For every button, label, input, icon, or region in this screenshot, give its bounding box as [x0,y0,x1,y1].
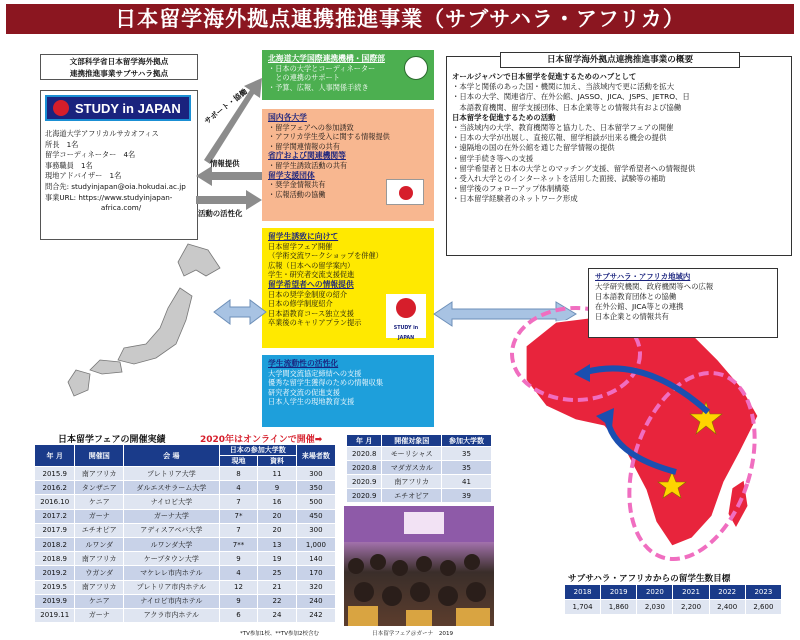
study-in-japan-logo [45,95,191,121]
fair-footnote: *TV参加1校、**TV参加2校含む [240,631,319,637]
domestic-partners-box [262,109,434,221]
table-cell: 11 [258,467,297,481]
table-cell: タンザニア [75,481,123,495]
table-row [35,523,336,537]
table-cell: 2017.2 [35,509,75,523]
photo-caption: 日本留学フェア＠ガーナ 2019 [372,631,454,637]
goal-year: 2023 [745,585,781,600]
office-details [45,129,197,214]
table-cell: 300 [296,523,335,537]
table-row [35,537,336,551]
fair-table-title: 日本留学フェアの開催実績 [58,435,166,445]
table-cell: ナイロビ大学 [123,495,219,509]
col-header: 日本の参加大学数 [219,445,296,456]
box-line: 日本語教育団体との協働 [595,292,677,301]
org-header-line: 文部科学省日本留学海外拠点 [69,57,169,66]
goal-table [564,584,782,615]
col-header: 会 場 [123,445,219,467]
overview-item: ・日本留学経験者のネットワーク形成 [452,194,578,204]
box-line: ・留学関連情報の共有 [268,141,340,151]
table-cell: モーリシャス [382,447,442,461]
box-line: 日本の修学制度紹介 [268,299,333,309]
table-cell: 2018.2 [35,537,75,551]
goal-title: サブサハラ・アフリカからの留学生数目標 [568,574,731,584]
table-cell: 2020.8 [347,461,382,475]
box-line: （学術交流ワークショップを併催） [268,251,383,261]
table-cell: 240 [296,594,335,608]
goal-year: 2018 [565,585,601,600]
logo-text: STUDY in JAPAN [75,100,181,116]
project-url[interactable]: 事業URL: https://www.studyinjapan- [45,192,173,202]
overview-item: ・留学希望者と日本の大学とのマッチング支援、留学希望者への情報提供 [452,163,696,173]
crowd-photo-icon [344,506,494,626]
box-line: ・留学生誘致活動の共有 [268,160,348,170]
table-row [35,495,336,509]
table-cell: 2019.11 [35,608,75,622]
box-line: 日本企業との情報共有 [595,312,669,321]
table-cell: 24 [258,608,297,622]
table-row [35,608,336,622]
page-title: 日本留学海外拠点連携推進事業（サブサハラ・アフリカ） [6,4,794,34]
table-cell: 南アフリカ [75,580,123,594]
table-cell: 21 [258,580,297,594]
table-cell: ダルエスサラーム大学 [123,481,219,495]
fair-photo [344,506,494,626]
box-line: 優秀な留学生獲得のための情報収集 [268,378,384,388]
japan-map [60,240,230,410]
table-cell: ケニア [75,594,123,608]
box-line: 研究者交流の促進支援 [268,387,340,397]
table-cell: 300 [296,467,335,481]
goal-year: 2020 [637,585,673,600]
recruitment-box [262,228,434,348]
box-line: 日本留学フェア開催 [268,241,333,251]
hokkaido-support-box [262,50,434,100]
office-line: 留学コーディネーター 4名 [45,150,136,160]
table-cell: ナイロビ市内ホテル [123,594,219,608]
office-line: 所長 1名 [45,139,79,149]
box-heading: 国内各大学 [268,113,307,122]
arrow-info [196,166,262,186]
table-row [35,566,336,580]
table-cell: ケニア [75,495,123,509]
goal-value: 2,030 [637,600,673,615]
overview-item: ・遠隔地の国の在外公館を通じた留学情報の提供 [452,143,615,153]
red-circle-icon [53,100,69,116]
overview-item: ・受入れ大学とのインターネットを活用した面接、試験等の補助 [452,174,666,184]
box-line: ・留学フェアへの参加誘致 [268,122,354,132]
box-heading: 学生流動性の活性化 [268,359,339,368]
online-fair-table [346,434,492,503]
table-cell: 2016.2 [35,481,75,495]
table-cell: 450 [296,509,335,523]
box-line: との連携のサポート [268,73,340,83]
overview-body [452,72,788,205]
box-heading: サブサハラ・アフリカ地域内 [595,272,691,281]
japan-flag-icon [386,179,424,205]
table-cell: 320 [296,580,335,594]
col-subheader: 現地 [219,456,258,467]
table-cell: 16 [258,495,297,509]
col-header: 開催対象国 [382,435,442,447]
goal-value: 1,860 [601,600,637,615]
goal-year: 2022 [709,585,745,600]
overview-item: ・当該域内の大学、教育機関等と協力した、日本留学フェアの開催 [452,123,674,133]
overview-item: ・日本の大学が出展し、直接広報、留学相談が出来る機会の提供 [452,133,667,143]
table-cell: 500 [296,495,335,509]
table-cell: マダガスカル [382,461,442,475]
table-cell: 2018.9 [35,552,75,566]
table-cell: 7 [219,523,258,537]
arrow-label-info: 情報提供 [210,159,240,168]
table-row [347,447,492,461]
col-header: 年 月 [35,445,75,467]
table-cell: 35 [442,461,492,475]
table-cell: ガーナ [75,509,123,523]
table-row [35,467,336,481]
table-cell: 4 [219,481,258,495]
table-cell: ケープタウン大学 [123,552,219,566]
col-header: 開催国 [75,445,123,467]
table-row [35,509,336,523]
office-info-box [40,90,198,240]
table-cell: アディスアベバ大学 [123,523,219,537]
table-cell: 9 [219,552,258,566]
table-cell: 12 [219,580,258,594]
box-line: 卒業後のキャリアプラン提示 [268,318,362,328]
office-line: 現地アドバイザー 1名 [45,171,122,181]
table-cell: 1,000 [296,537,335,551]
table-cell: 2019.5 [35,580,75,594]
table-cell: 350 [296,481,335,495]
box-heading: 省庁および関連機関等 [268,151,346,161]
box-line: 学生・研究者交流支援促進 [268,270,355,280]
table-cell: 20 [258,509,297,523]
office-line: 事務職員 1名 [45,160,93,170]
table-cell: 2015.9 [35,467,75,481]
overview-item: ・本学と関係のあった国・機関に加え、当該域内で更に活動を拡大 [452,82,675,92]
overview-section-heading: 日本留学を促進するための活動 [452,112,556,122]
red-circle-icon [396,298,416,318]
table-cell: 22 [258,594,297,608]
table-cell: 2017.9 [35,523,75,537]
table-cell: 25 [258,566,297,580]
online-note: 2020年はオンラインで開催➡ [200,435,323,445]
office-line: 北海道大学アフリカルサカオフィス [45,129,159,138]
box-heading: 北海道大学国際連携機構・国際部 [268,54,385,63]
org-header-line: 連携推進事業サブサハラ拠点 [69,69,169,78]
goal-value: 1,704 [565,600,601,615]
overview-section-heading: オールジャパンで日本留学を促進するためのハブとして [452,72,637,81]
table-cell: プレトリア市内ホテル [123,580,219,594]
col-header: 参加大学数 [442,435,492,447]
box-line: ・広報活動の協働 [268,189,326,199]
table-row [347,461,492,475]
university-seal-icon [404,56,428,80]
goal-value: 2,400 [709,600,745,615]
table-cell: 南アフリカ [382,475,442,489]
box-line: 日本の奨学金制度の紹介 [268,289,348,299]
table-cell: 8 [219,467,258,481]
table-cell: 9 [219,594,258,608]
arrow-label-activate: 活動の活性化 [198,209,243,218]
arrow-label-support: サポート・協働 [202,86,249,126]
table-cell: 2020.9 [347,489,382,503]
arrow-activate [196,190,262,210]
table-cell: 4 [219,566,258,580]
double-arrow-left [210,296,270,332]
table-cell: マケレレ市内ホテル [123,566,219,580]
table-cell: ウガンダ [75,566,123,580]
table-cell: プレトリア大学 [123,467,219,481]
contact-email[interactable]: 問合先: studyinjapan@oia.hokudai.ac.jp [45,181,186,191]
goal-year: 2019 [601,585,637,600]
table-cell: 9 [258,481,297,495]
subsaharan-box [588,268,778,338]
overview-item: ・留学手続き等への支援 [452,153,534,163]
table-cell: 7** [219,537,258,551]
table-cell: 242 [296,608,335,622]
table-cell: エチオピア [382,489,442,503]
table-cell: 2020.9 [347,475,382,489]
table-cell: 140 [296,552,335,566]
box-line: 在外公館、JICA等との連携 [595,302,684,311]
table-cell: ルワンダ [75,537,123,551]
mobility-box [262,355,434,427]
table-cell: 2016.10 [35,495,75,509]
table-cell: 南アフリカ [75,552,123,566]
col-subheader: 資料 [258,456,297,467]
table-row [35,481,336,495]
col-header: 年 月 [347,435,382,447]
overview-title: 日本留学海外拠点連携推進事業の概要 [500,52,740,68]
fair-results-table [34,444,336,623]
table-cell: 2019.2 [35,566,75,580]
table-cell: エチオピア [75,523,123,537]
overview-item: ・日本の大学、関連省庁、在外公館、JASSO、JICA、JSPS、JETRO、日 [452,92,690,102]
table-cell: 13 [258,537,297,551]
table-row [35,580,336,594]
box-line: ・予算、広報、人事関係手続き [268,82,369,92]
table-cell: 35 [442,447,492,461]
box-line: 日本語教育コース独立支援 [268,308,354,318]
goal-value: 2,600 [745,600,781,615]
overview-item: 本語教育機関、留学支援団体、日本企業等との情報共有および協働 [452,102,682,112]
table-cell: ルワンダ大学 [123,537,219,551]
box-line: ・日本の大学とコーディネーター [268,63,376,73]
table-cell: 2019.9 [35,594,75,608]
table-cell: 19 [258,552,297,566]
goal-value: 2,200 [673,600,709,615]
table-row [35,594,336,608]
table-row [35,552,336,566]
box-heading: 留学生誘致に向けて [268,232,339,241]
table-cell: 南アフリカ [75,467,123,481]
box-line: 広報（日本への留学案内） [268,260,355,270]
table-cell: アクラ市内ホテル [123,608,219,622]
box-heading: 留学支援団体 [268,170,315,180]
table-cell: 2020.8 [347,447,382,461]
goal-year: 2021 [673,585,709,600]
table-cell: 7 [219,495,258,509]
table-cell: ガーナ大学 [123,509,219,523]
table-row [347,475,492,489]
box-line: 大学間交流協定締結への支援 [268,368,362,378]
box-line: ・奨学金情報共有 [268,180,326,190]
table-cell: 41 [442,475,492,489]
table-cell: 20 [258,523,297,537]
table-row [347,489,492,503]
study-in-japan-logo-small: STUDY in JAPAN [386,294,426,338]
table-cell: 170 [296,566,335,580]
box-line: ・アフリカ学生受入に関する情報提供 [268,132,390,142]
box-line: 日本人学生の現地教育支援 [268,397,355,407]
overview-item: ・留学後のフォローアップ体制構築 [452,184,569,194]
table-cell: 39 [442,489,492,503]
table-cell: ガーナ [75,608,123,622]
box-heading: 留学希望者への情報提供 [268,279,354,289]
col-header: 来場者数 [296,445,335,467]
table-cell: 7* [219,509,258,523]
org-header-box [40,54,198,80]
table-cell: 6 [219,608,258,622]
box-line: 大学研究機関、政府機関等への広報 [595,282,714,291]
project-url-cont[interactable]: africa.com/ [100,203,142,213]
